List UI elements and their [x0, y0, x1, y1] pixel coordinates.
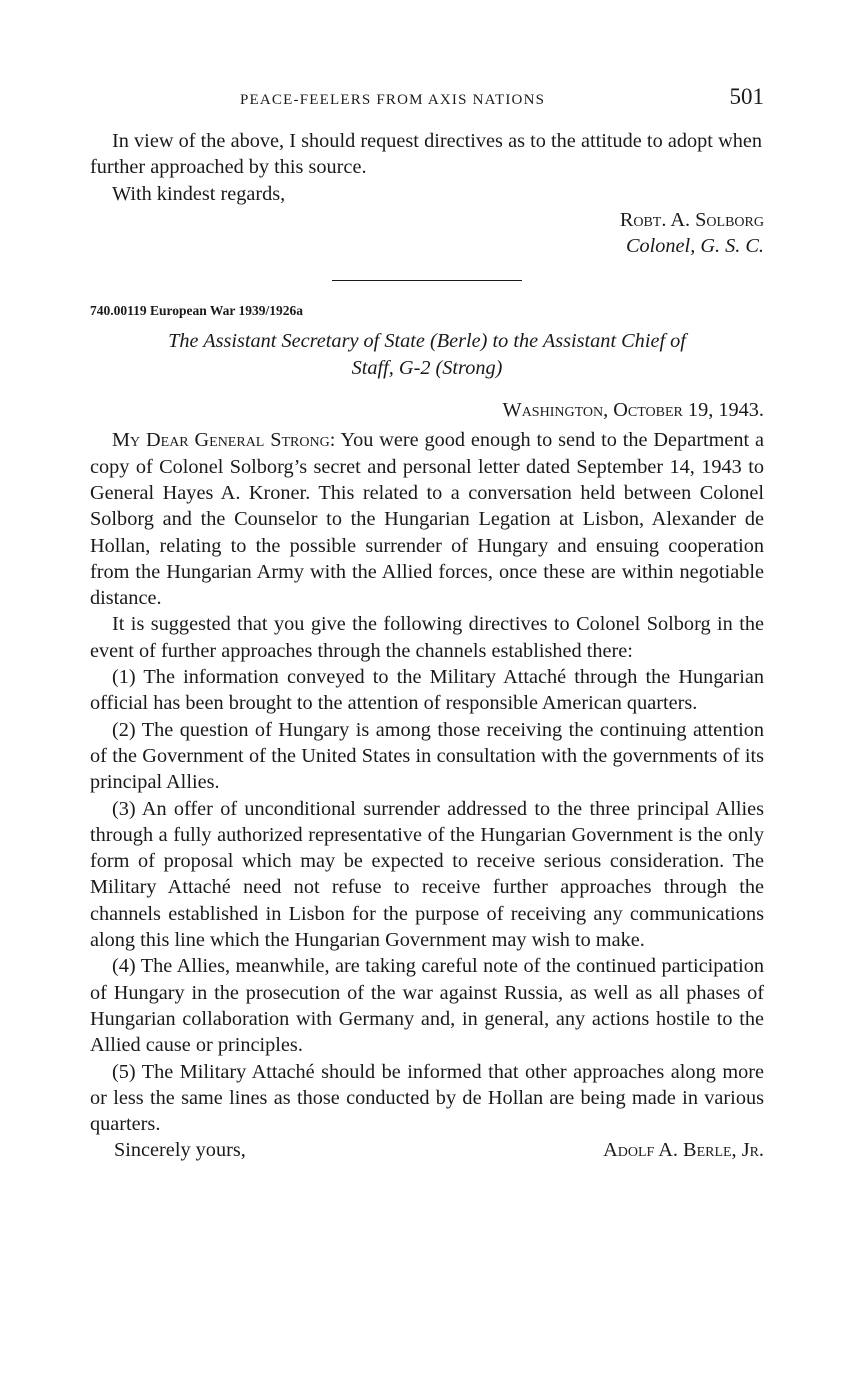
greeting-punctuation: : [329, 429, 341, 452]
previous-doc-closing-paragraph: In view of the above, I should request directives as to the attitude to adopt when further approached by this source. [90, 130, 762, 179]
directive-item-3: (3) An offer of unconditional surrender addressed to the three principal Allies through a fully authorized representative of the Hungarian Government is the only form of proposal which may be expected to receive serious consideration. The Military Attaché need not refuse to receive further approaches through the channels established in Lisbon for the purpose of receiving any communications along this line which the Hungarian Government may wish to make. [90, 797, 764, 952]
file-reference: 740.00119 European War 1939/1926a [90, 303, 304, 319]
body-text [90, 128, 764, 1164]
closing-line [90, 1137, 764, 1163]
directive-item-2: (2) The question of Hungary is among those receiving the continuing attention of the Government of the United States in consultation with the governments of its principal Allies. [90, 718, 764, 794]
page-number: 501 [729, 84, 764, 109]
directive-item-5: (5) The Military Attaché should be informed that other approaches along more or less the same lines as those conducted by de Hollan are being made in various quarters. [90, 1060, 764, 1136]
section-divider [332, 280, 522, 281]
letter-paragraph-1 [90, 427, 764, 611]
previous-doc-salutation: With kindest regards, [112, 182, 286, 205]
running-title: PEACE-FEELERS FROM AXIS NATIONS [240, 92, 546, 108]
running-head [90, 84, 764, 116]
document-title-line-1: The Assistant Secretary of State (Berle) to the Assistant Chief of [168, 330, 686, 353]
directive-item-1: (1) The information conveyed to the Military Attaché through the Hungarian official has been brought to the attention of responsible American quarters. [90, 666, 764, 715]
previous-doc-signature-name: Robt. A. Solborg [619, 208, 764, 231]
directive-item-4: (4) The Allies, meanwhile, are taking careful note of the continued participation of Hungary in the prosecution of the war against Russia, as well as all phases of Hungarian collaboration with Germany and, in general, any actions hostile to the Allied cause or principles. [90, 955, 764, 1057]
document-title [90, 328, 764, 381]
signature: Adolf A. Berle, Jr. [603, 1139, 764, 1162]
greeting: My Dear General Strong [112, 429, 330, 452]
dateline: Washington, October 19, 1943. [502, 399, 764, 422]
document-title-line-2: Staff, G-2 (Strong) [351, 356, 503, 379]
previous-doc-signature-title: Colonel, G. S. C. [625, 235, 764, 258]
paragraph-1-text: You were good enough to send to the Department a copy of Colonel Solborg’s secret and personal letter dated September 14, 1943 to General Hayes A. Kroner. This related to a conversation held between Colonel Solborg and the Counselor to the Hungarian Legation at Lisbon, Alexander de Hollan, relating to the possible surrender of Hungary and ensuing cooperation from the Hungarian Army with the Allied forces, once these are within negotiable distance. [90, 429, 764, 610]
letter-paragraph-2: It is suggested that you give the following directives to Colonel Solborg in the event of further approaches through the channels established there: [90, 613, 764, 662]
closing: Sincerely yours, [114, 1139, 246, 1162]
